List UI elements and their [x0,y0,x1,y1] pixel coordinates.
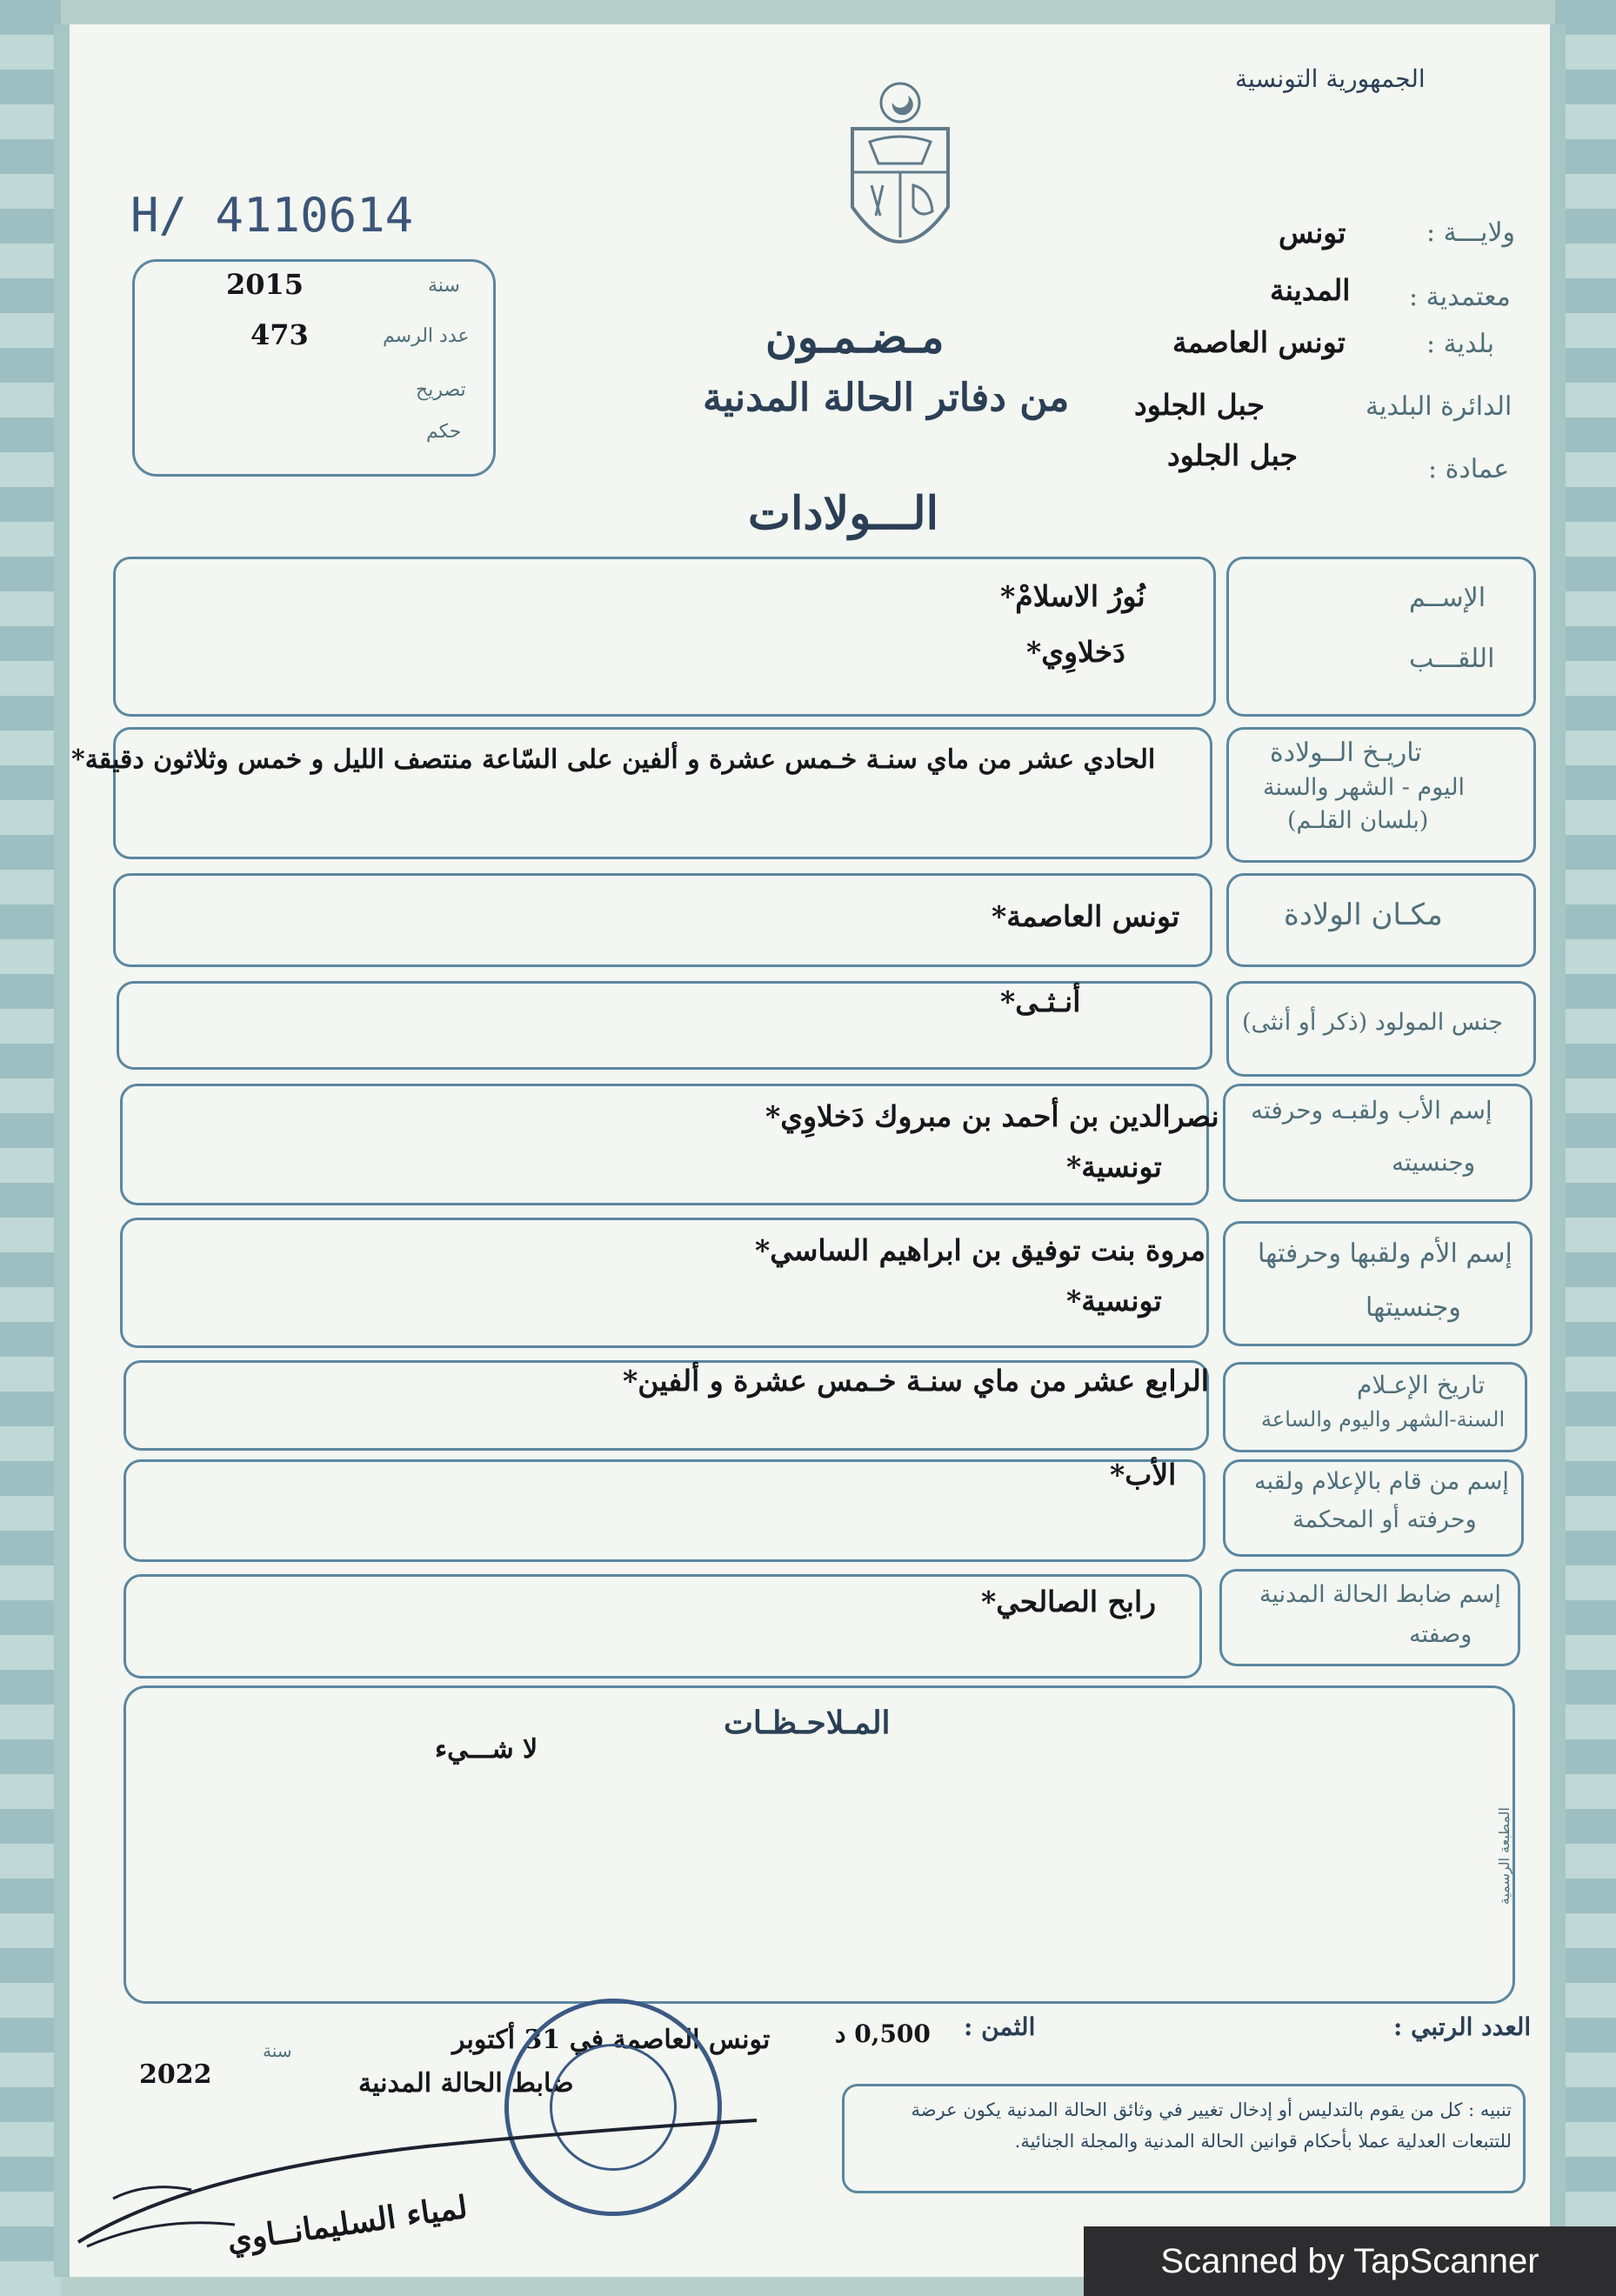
scanner-watermark: Scanned by TapScanner [1084,2226,1616,2296]
declaration-label: تصريح [416,379,466,401]
name-label-box [1226,557,1536,717]
father-nationality: تونسية* [1066,1150,1162,1184]
birth-place-value: تونس العاصمة* [992,899,1180,933]
birth-date-sublabel: اليوم - الشهر والسنة [1263,774,1466,801]
father-value: نصرالدين بن أحمد بن مبروك دَخلاوِي* [765,1099,1219,1133]
officer-label-2: وصفته [1409,1621,1472,1648]
declarant-label: إسم من قام بالإعلام ولقبه [1254,1468,1509,1495]
sex-label: جنس المولود (ذكر أو أنثى) [1242,1009,1504,1036]
district-label: الدائرة البلدية [1366,391,1512,422]
declaration-date-sublabel: السنة-الشهر واليوم والساعة [1261,1407,1506,1432]
footer-year-label: سنة [263,2040,292,2061]
municipality-value: تونس العاصمة [1172,325,1346,359]
surname-label: اللقـــب [1409,644,1495,674]
declaration-date-value: الرابع عشر من ماي سنـة خـمس عشرة و ألفين* [623,1364,1209,1398]
father-label-2: وجنسيته [1392,1148,1476,1177]
birth-date-value: الحادي عشر من ماي سنـة خـمس عشرة و ألفين على السّاعة منتصف الليل و خمس وثلاثون دقيقة* [71,744,1156,775]
place-date: تونس العاصمة في 31 أكتوبر [452,2025,771,2055]
serial-rank-label: العدد الرتبي : [1393,2012,1532,2041]
omda-value: جبل الجلود [1167,438,1299,472]
mother-value: مروة بنت توفيق بن ابراهيم الساسي* [755,1233,1206,1267]
mother-label-2: وجنسيتها [1366,1292,1461,1323]
reg-number-value: 473 [250,318,309,351]
governorate-label: ولايـــة : [1426,217,1516,248]
municipality-label: بلدية : [1426,329,1495,359]
birth-certificate [54,24,1566,2277]
coat-of-arms-icon [835,77,965,277]
printer-mark: المطبعة الرسمية [1496,1807,1512,1906]
section-title: الـــولادات [748,487,939,540]
officer-value: رابح الصالحي* [981,1585,1157,1619]
mother-nationality: تونسية* [1066,1284,1162,1318]
notice-text: تنبيه : كل من يقوم بالتدليس أو إدخال تغيير في وثائق الحالة المدنية يكون عرضة للتتبعات العدلية عملا بأحكام قوانين الحالة المدنية والمجلة الجنائية. [911,2099,1512,2152]
reg-year-label: سنة [428,275,460,297]
first-name-value: نُورُ الاسلامْ* [1000,579,1145,613]
birth-date-label: تاريـخ الــولادة [1270,738,1422,768]
district-value: جبل الجلود [1134,388,1265,422]
name-label: الإســم [1409,583,1486,613]
serial-number: H/ 4110614 [130,188,414,243]
omda-label: عمادة : [1428,454,1510,484]
governorate-value: تونس [1279,216,1346,250]
signature-icon [61,2094,791,2268]
sex-value: أنـثـى* [1000,984,1081,1018]
paper-border-left [0,0,61,2296]
officer-title: ضابط الحالة المدنية [358,2068,574,2099]
delegation-label: معتمدية : [1409,282,1511,312]
price-label: الثمن : [964,2012,1036,2041]
republic-label: الجمهورية التونسية [1235,64,1426,93]
remarks-value: لا شـــيء [435,1734,538,1765]
reg-number-label: عدد الرسم [383,325,470,347]
delegation-value: المدينة [1270,273,1351,307]
surname-value: دَخلاوِي* [1026,635,1125,669]
footer-year: 2022 [139,2059,212,2090]
birth-date-note: (بلسان القلـم) [1287,807,1429,834]
judgment-label: حكم [426,421,462,443]
mother-label: إسم الأم ولقبها وحرفتها [1258,1238,1512,1269]
officer-signature: لمياء السليمانــاوي [224,2188,470,2259]
reg-year-value: 2015 [226,268,304,301]
birth-place-label: مكـان الولادة [1284,898,1443,932]
price-value: 0,500 د [835,2019,931,2048]
declaration-date-label: تاريخ الإعـلام [1357,1371,1486,1399]
father-label: إسم الأب ولقبـه وحرفته [1251,1096,1492,1125]
title-line2: من دفاتر الحالة المدنية [703,376,1070,420]
remarks-title: المـلاحـظـات [724,1705,891,1741]
declarant-value: الأب* [1110,1458,1177,1492]
officer-label: إسم ضابط الحالة المدنية [1259,1581,1501,1608]
declarant-label-2: وحرفته أو المحكمة [1292,1506,1477,1533]
declarant-value-box [124,1459,1205,1562]
title-line1: مـضـمـون [765,311,945,363]
